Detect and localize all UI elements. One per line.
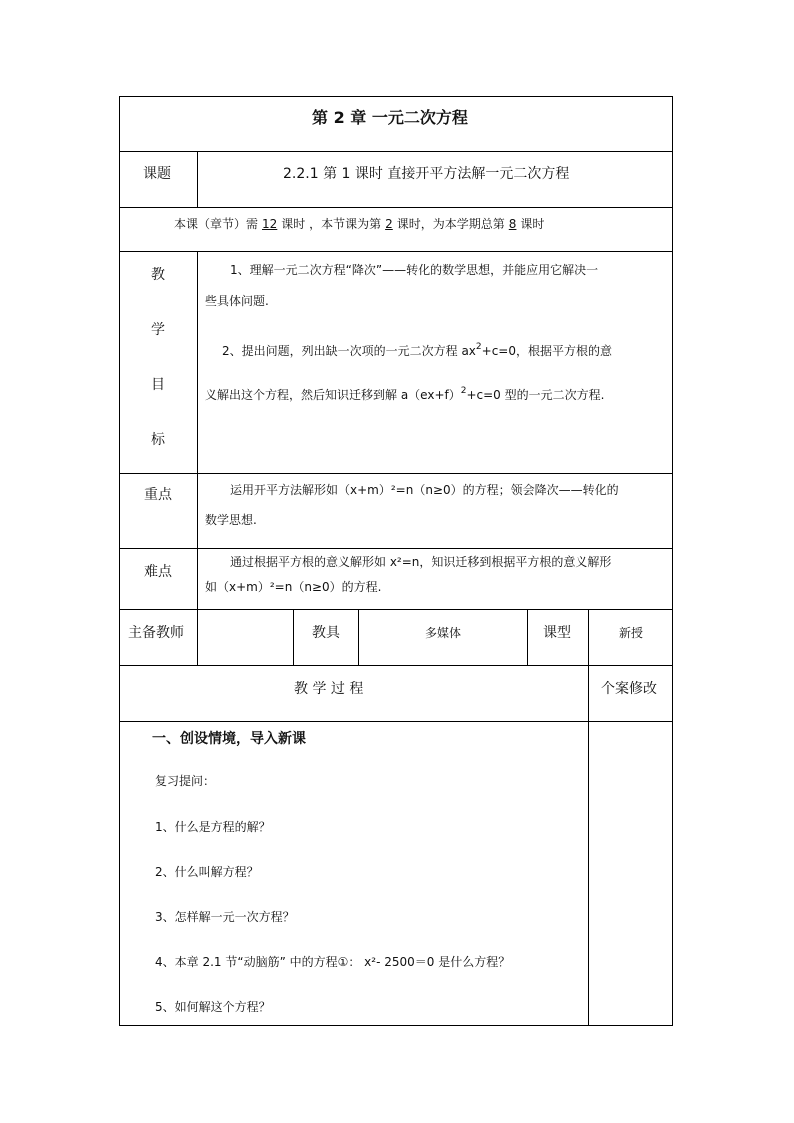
tools-value: 多媒体 [425, 626, 462, 640]
row-divider [119, 721, 673, 722]
key-points-line-1: 运用开平方法解形如（x+m）²=n（n≥0）的方程；领会降次——转化的 [230, 483, 619, 497]
column-divider [527, 609, 528, 665]
row-divider [119, 609, 673, 610]
key-points-line-2: 数学思想. [205, 513, 257, 527]
superscript: 2 [460, 386, 467, 396]
column-divider [358, 609, 359, 665]
key-points-label: 重点 [144, 487, 172, 503]
row-divider [119, 207, 673, 208]
objective-1-line-2: 些具体问题. [205, 294, 269, 308]
process-item: 1、什么是方程的解？ [155, 820, 271, 834]
type-label: 课型 [543, 625, 571, 641]
chapter-title: 第 2 章 一元二次方程 [312, 108, 468, 127]
current-hour: 2 [385, 217, 393, 231]
objective-2-line-1 [222, 342, 612, 358]
teacher-label: 主备教师 [128, 625, 184, 641]
objective-text: 义解出这个方程，然后知识迁移到解 a（ex+f） [205, 388, 461, 402]
objectives-label-char: 目 [151, 377, 165, 393]
column-divider [197, 609, 198, 665]
difficulties-line-1: 通过根据平方根的意义解形如 x²=n，知识迁移到根据平方根的意义解形 [230, 555, 612, 569]
row-divider [119, 151, 673, 152]
row-divider [119, 548, 673, 549]
type-value: 新授 [619, 626, 644, 640]
difficulties-line-2: 如（x+m）²=n（n≥0）的方程. [205, 580, 382, 594]
objective-text: +c=0 型的一元二次方程. [466, 388, 605, 402]
process-header: 教 学 过 程 [294, 681, 364, 697]
column-divider [197, 151, 198, 207]
column-divider [293, 609, 294, 665]
process-item: 4、本章 2.1 节“动脑筋” 中的方程①： x²- 2500＝0 是什么方程？ [155, 955, 511, 969]
objective-2-line-2 [205, 386, 605, 402]
objective-1-line-1: 1、理解一元二次方程“降次”——转化的数学思想，并能应用它解决一 [230, 263, 599, 277]
total-hours: 12 [262, 217, 278, 231]
lesson-label: 课题 [143, 166, 171, 182]
term-hour: 8 [508, 217, 517, 231]
tools-label: 教具 [312, 625, 340, 641]
schedule-text: 课时 ，本节课为第 [281, 217, 382, 231]
schedule-text: 本课（章节）需 [174, 217, 259, 231]
process-item: 5、如何解这个方程？ [155, 1000, 271, 1014]
column-divider [588, 609, 589, 1026]
objective-text: +c=0，根据平方根的意 [481, 344, 612, 358]
column-divider [197, 251, 198, 609]
objectives-label-char: 学 [151, 322, 165, 338]
process-item: 3、怎样解一元一次方程？ [155, 910, 295, 924]
row-divider [119, 473, 673, 474]
section-title: 一、创设情境，导入新课 [152, 731, 306, 747]
objective-text: 2、提出问题，列出缺一次项的一元二次方程 ax [222, 344, 476, 358]
lesson-title: 2.2.1 第 1 课时 直接开平方法解一元二次方程 [283, 166, 570, 182]
row-divider [119, 665, 673, 666]
superscript: 2 [475, 342, 482, 352]
difficulties-label: 难点 [144, 564, 172, 580]
revision-header: 个案修改 [601, 681, 657, 697]
row-divider [119, 251, 673, 252]
schedule-line [174, 218, 544, 230]
objectives-label-char: 标 [151, 432, 165, 448]
process-item: 复习提问： [155, 774, 216, 788]
schedule-text: 课时，为本学期总第 [396, 217, 505, 231]
schedule-text: 课时 [520, 217, 545, 231]
process-item: 2、什么叫解方程？ [155, 865, 259, 879]
objectives-label-char: 教 [151, 267, 165, 283]
